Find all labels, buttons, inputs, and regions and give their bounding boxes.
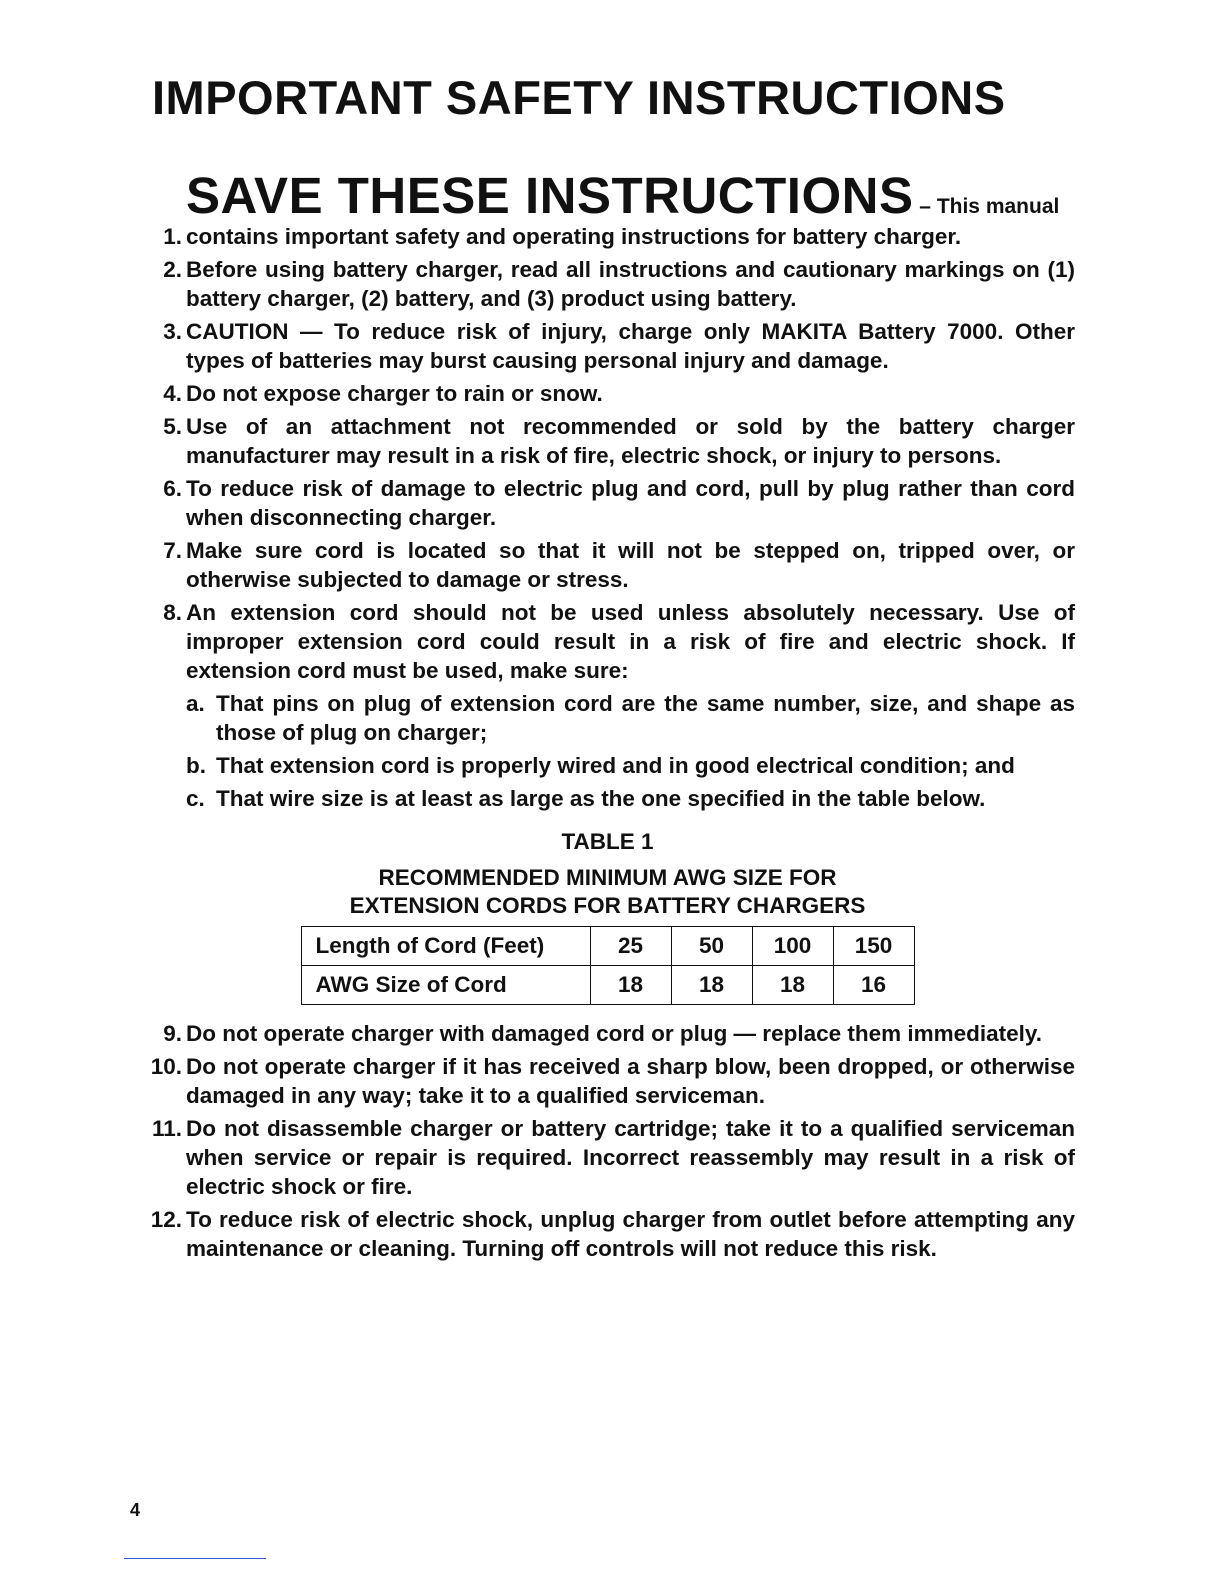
list-item xyxy=(140,1205,1075,1263)
save-heading-tail: – This manual xyxy=(913,195,1060,218)
item-number: 10. xyxy=(150,1054,182,1079)
table-cell: 150 xyxy=(833,927,914,966)
awg-table-block xyxy=(140,827,1075,1005)
table-row xyxy=(301,927,914,966)
list-item xyxy=(140,412,1075,470)
item-text: Use of an attachment not recommended or sold by the battery charger manufacturer may result in a risk of fire, electric shock, or injury to persons. xyxy=(186,414,1075,468)
item-number: 9. xyxy=(163,1021,182,1046)
table-title-line: EXTENSION CORDS FOR BATTERY CHARGERS xyxy=(349,893,866,918)
item-number: 6. xyxy=(163,476,182,501)
list-item xyxy=(140,1052,1075,1110)
table-row-header: Length of Cord (Feet) xyxy=(301,927,590,966)
awg-table xyxy=(301,926,915,1005)
table-title xyxy=(140,864,1075,920)
save-instructions-heading: SAVE THESE INSTRUCTIONS xyxy=(186,167,914,224)
sub-item xyxy=(186,689,1075,747)
sub-item-letter: c. xyxy=(186,786,205,811)
list-item xyxy=(140,317,1075,375)
item-number: 8. xyxy=(163,600,182,625)
list-item xyxy=(140,255,1075,313)
list-item xyxy=(140,1114,1075,1201)
table-caption: TABLE 1 xyxy=(561,829,654,854)
list-item xyxy=(140,167,1075,251)
footer-rule xyxy=(124,1558,266,1559)
table-row-header: AWG Size of Cord xyxy=(301,966,590,1005)
item-text: To reduce risk of damage to electric plug and cord, pull by plug rather than cord when disconnecting charger. xyxy=(186,476,1075,530)
item-text: contains important safety and operating instructions for battery charger. xyxy=(186,224,962,249)
instruction-list xyxy=(140,167,1075,1267)
list-item xyxy=(140,536,1075,594)
table-cell: 18 xyxy=(671,966,752,1005)
sub-list xyxy=(186,689,1075,813)
item-text: Do not expose charger to rain or snow. xyxy=(186,381,603,406)
sub-item-text: That pins on plug of extension cord are the same number, size, and shape as those of plug on charger; xyxy=(216,691,1075,745)
table-row xyxy=(301,966,914,1005)
sub-item-letter: a. xyxy=(186,691,205,716)
item-number: 4. xyxy=(163,381,182,406)
table-cell: 18 xyxy=(590,966,671,1005)
table-cell: 50 xyxy=(671,927,752,966)
page-number: 4 xyxy=(130,1500,141,1520)
item-text: Before using battery charger, read all instructions and cautionary markings on (1) battery charger, (2) battery, and (3) product using battery. xyxy=(186,257,1075,311)
item-number: 2. xyxy=(163,257,182,282)
item-text: Do not disassemble charger or battery cartridge; take it to a qualified serviceman when service or repair is required. Incorrect reassembly may result in a risk of electric shock or fire. xyxy=(186,1116,1075,1199)
item-number: 3. xyxy=(163,319,182,344)
list-item xyxy=(140,379,1075,408)
item-number: 1. xyxy=(163,224,182,249)
table-cell: 16 xyxy=(833,966,914,1005)
item-number: 7. xyxy=(163,538,182,563)
table-cell: 100 xyxy=(752,927,833,966)
item-number: 5. xyxy=(163,414,182,439)
sub-item xyxy=(186,751,1075,780)
list-item xyxy=(140,598,1075,817)
item-text: An extension cord should not be used unless absolutely necessary. Use of improper extension cord could result in a risk of fire and electric shock. If extension cord must be used, make sure: xyxy=(186,600,1075,683)
sub-item-text: That wire size is at least as large as the one specified in the table below. xyxy=(216,786,986,811)
list-item xyxy=(140,474,1075,532)
item-text: Make sure cord is located so that it will not be stepped on, tripped over, or otherwise subjected to damage or stress. xyxy=(186,538,1075,592)
page-title: IMPORTANT SAFETY INSTRUCTIONS xyxy=(152,71,1006,124)
sub-item-text: That extension cord is properly wired and in good electrical condition; and xyxy=(216,753,1015,778)
item-number: 11. xyxy=(151,1116,182,1141)
item-text: To reduce risk of electric shock, unplug charger from outlet before attempting any maintenance or cleaning. Turning off controls will not reduce this risk. xyxy=(186,1207,1075,1261)
table-title-line: RECOMMENDED MINIMUM AWG SIZE FOR xyxy=(378,865,837,890)
item-text: CAUTION — To reduce risk of injury, charge only MAKITA Battery 7000. Other types of batteries may burst causing personal injury and damage. xyxy=(186,319,1075,373)
table-cell: 18 xyxy=(752,966,833,1005)
item-text: Do not operate charger with damaged cord or plug — replace them immediately. xyxy=(186,1021,1043,1046)
item-text: Do not operate charger if it has received a sharp blow, been dropped, or otherwise damaged in any way; take it to a qualified serviceman. xyxy=(186,1054,1075,1108)
sub-item-letter: b. xyxy=(186,753,206,778)
list-item xyxy=(140,1019,1075,1048)
table-cell: 25 xyxy=(590,927,671,966)
sub-item xyxy=(186,784,1075,813)
item-number: 12. xyxy=(150,1207,182,1232)
